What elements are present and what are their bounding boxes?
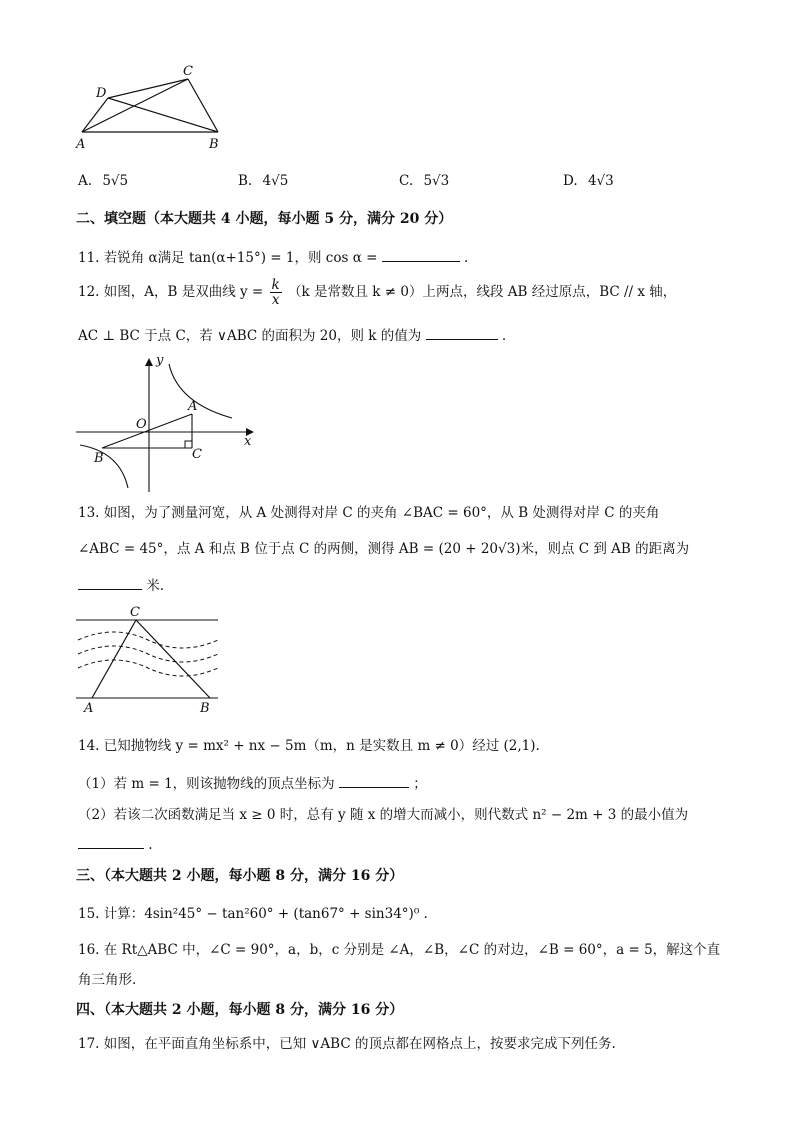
fig10-label-d: D [96, 86, 107, 101]
fig13-label-c: C [130, 605, 140, 620]
q10-option-c-value: 5√3 [423, 173, 450, 189]
q13-figure [72, 602, 224, 714]
fig10-label-c: C [183, 64, 193, 79]
q11 [78, 246, 468, 266]
q11-answer-blank[interactable] [382, 247, 460, 262]
q17: 17. 如图，在平面直角坐标系中，已知 ∨ABC 的顶点都在网格点上，按要求完成下列任务. [78, 1036, 616, 1052]
fig12-hyperbola-branch-1 [169, 364, 232, 418]
fig13-wave-2 [78, 646, 218, 662]
q12-text-a: 12. 如图，A，B 是双曲线 y = [78, 284, 264, 300]
section3-heading: 三、（本大题共 2 小题，每小题 8 分，满分 16 分） [76, 868, 404, 884]
fig10-label-b: B [209, 137, 219, 152]
q16-line2: 角三角形. [78, 972, 137, 988]
section4-heading: 四、（本大题共 2 小题，每小题 8 分，满分 16 分） [76, 1002, 404, 1018]
q10-option-a-value: 5√5 [102, 173, 129, 189]
q14-part2-end: . [148, 837, 153, 853]
fig10-side-da [82, 98, 108, 132]
fig12-label-a: A [188, 399, 198, 414]
fig13-wave-3 [78, 660, 218, 676]
q14-part2: （2）若该二次函数满足当 x ≥ 0 时，总有 y 随 x 的增大而减小，则代数式 n² − 2m + 3 的最小值为 [78, 807, 689, 823]
q14-part1-end: ； [413, 776, 427, 792]
fig12-label-b: B [94, 451, 104, 466]
fig12-y-axis-arrow [145, 358, 153, 366]
q10-option-a [78, 173, 128, 189]
section2-heading: 二、填空题（本大题共 4 小题，每小题 5 分，满分 20 分） [76, 211, 453, 227]
q12-end: . [501, 328, 507, 344]
q13-unit: 米. [146, 578, 165, 594]
q12-line2 [78, 324, 506, 344]
fig10-label-a: A [76, 137, 86, 152]
q12-fraction-numerator: k [271, 277, 280, 293]
fig13-wave-1 [78, 632, 218, 648]
q10-option-b-letter: B. [238, 173, 253, 189]
fig13-label-b: B [200, 701, 210, 716]
q12-text-c: AC ⊥ BC 于点 C，若 ∨ABC 的面积为 20，则 k 的值为 [78, 328, 422, 344]
fig12-label-o: O [136, 417, 147, 432]
q14-part2-blank[interactable] [78, 834, 144, 849]
q12-fraction [270, 278, 282, 307]
q10-option-b [238, 173, 288, 189]
q12-answer-blank[interactable] [426, 325, 498, 340]
fig10-side-cd [108, 79, 188, 98]
q12-figure [72, 348, 262, 496]
q10-option-d [563, 173, 614, 189]
q10-option-c-letter: C. [399, 173, 414, 189]
q14-part1 [78, 772, 427, 792]
q13-line2: ∠ABC = 45°，点 A 和点 B 位于点 C 的两侧，测得 AB = (20 + 20√3)米，则点 C 到 AB 的距离为 [78, 541, 690, 557]
fig12-segment-ab [102, 414, 192, 448]
q10-figure [72, 62, 232, 154]
fig12-label-y: y [156, 353, 164, 368]
q10-option-d-value: 4√3 [587, 173, 614, 189]
q13-line3 [78, 574, 164, 594]
q10-option-d-letter: D. [563, 173, 578, 189]
q12-text-b: （k 是常数且 k ≠ 0）上两点，线段 AB 经过原点，BC // x 轴， [288, 284, 677, 300]
fig13-label-a: A [84, 701, 94, 716]
q10-option-c [399, 173, 449, 189]
q10-option-a-letter: A. [78, 173, 93, 189]
q13-line1: 13. 如图，为了测量河宽，从 A 处测得对岸 C 的夹角 ∠BAC = 60°，从 B 处测得对岸 C 的夹角 [78, 505, 660, 521]
fig13-segment-bc [136, 620, 210, 698]
fig12-label-x: x [244, 434, 252, 449]
q12-line1 [78, 278, 676, 307]
fig12-label-c: C [192, 447, 202, 462]
q14-part1-blank[interactable] [339, 773, 409, 788]
q11-end: . [464, 250, 469, 266]
fig12-hyperbola-branch-2 [80, 445, 128, 488]
q16-line1: 16. 在 Rt△ABC 中，∠C = 90°，a，b，c 分别是 ∠A，∠B，∠C 的对边，∠B = 60°，a = 5，解这个直 [78, 942, 721, 958]
q10-option-b-value: 4√5 [262, 173, 289, 189]
q14-line1: 14. 已知抛物线 y = mx² + nx − 5m（m，n 是实数且 m ≠ 0）经过 (2,1). [78, 738, 540, 754]
fig12-right-angle-mark [185, 441, 192, 448]
q13-answer-blank[interactable] [78, 575, 142, 590]
q12-fraction-denominator: x [271, 292, 280, 308]
q11-text: 11. 若锐角 α满足 tan(α+15°) = 1，则 cos α = [78, 250, 378, 266]
q14-part2-line2 [78, 834, 153, 853]
q15: 15. 计算：4sin²45° − tan²60° + (tan67° + sin34°)⁰ . [78, 906, 428, 922]
q14-part1-text: （1）若 m = 1，则该抛物线的顶点坐标为 [78, 776, 335, 792]
